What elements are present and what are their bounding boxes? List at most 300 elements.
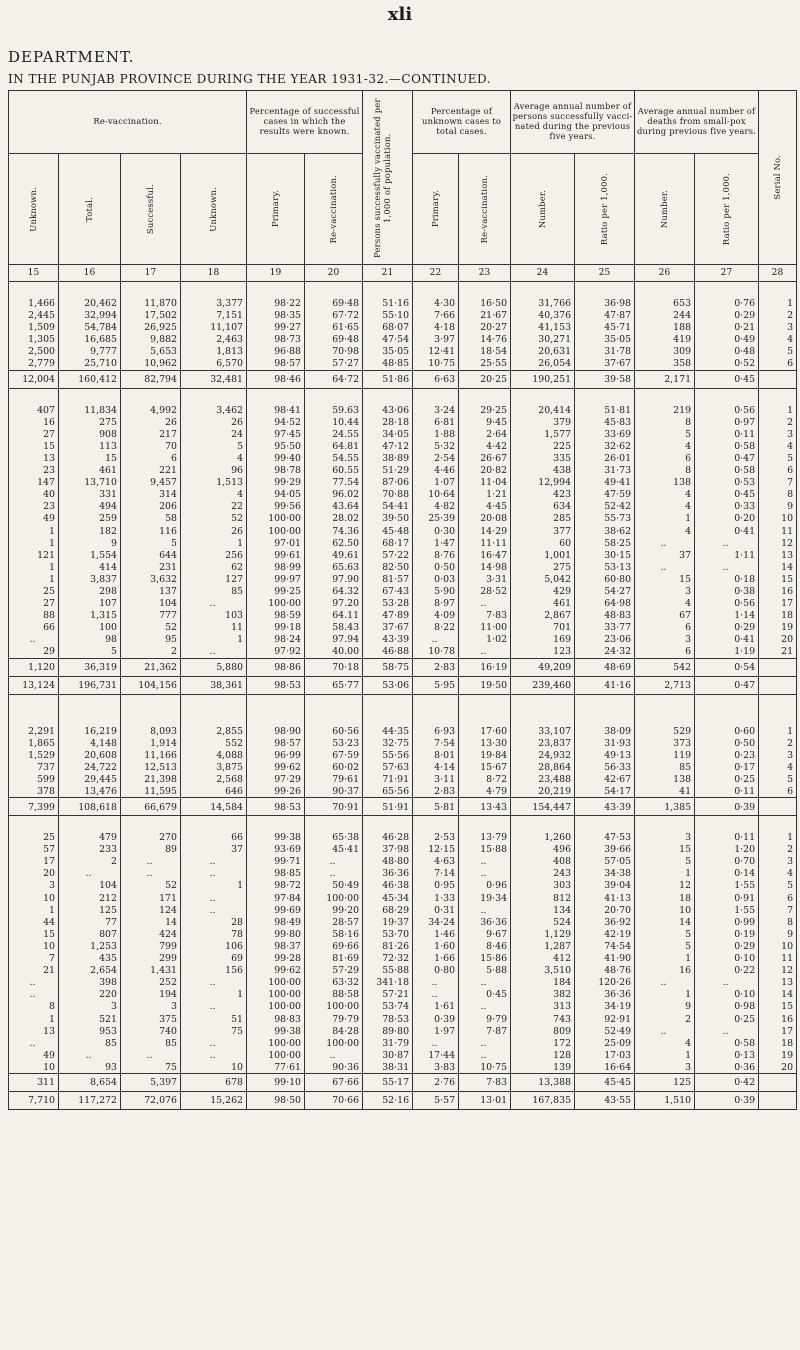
table-cell: 13,476 bbox=[59, 785, 121, 798]
table-cell: .. bbox=[9, 633, 59, 645]
table-cell: 11·11 bbox=[459, 537, 511, 549]
table-cell: 58·16 bbox=[305, 928, 363, 940]
table-cell: 4·46 bbox=[413, 464, 459, 476]
spacer-cell bbox=[575, 388, 635, 404]
table-cell: 28·57 bbox=[305, 916, 363, 928]
table-cell: 90·36 bbox=[305, 1061, 363, 1074]
table-cell: 4·79 bbox=[459, 785, 511, 798]
table-cell: 1 bbox=[635, 1049, 695, 1061]
table-cell: 52·49 bbox=[575, 1025, 635, 1037]
table-cell: .. bbox=[413, 1037, 459, 1049]
table-cell: 0·52 bbox=[695, 357, 759, 370]
table-cell: 5,397 bbox=[121, 1073, 181, 1091]
table-cell: 32,481 bbox=[181, 370, 247, 388]
table-cell: 24,722 bbox=[59, 761, 121, 773]
table-cell: 79·61 bbox=[305, 773, 363, 785]
table-cell: 99·61 bbox=[247, 549, 305, 561]
table-cell: 53·74 bbox=[363, 1000, 413, 1012]
table-cell: 77 bbox=[59, 916, 121, 928]
table-cell: 424 bbox=[121, 928, 181, 940]
table-cell: 358 bbox=[635, 357, 695, 370]
table-cell: 2,568 bbox=[181, 773, 247, 785]
spacer-cell bbox=[59, 282, 121, 298]
table-row bbox=[9, 1025, 797, 1037]
table-cell: 43.64 bbox=[305, 500, 363, 512]
table-cell: 0·29 bbox=[695, 309, 759, 321]
table-cell: 2 bbox=[759, 309, 797, 321]
table-cell: .. bbox=[305, 867, 363, 879]
table-cell: 36·36 bbox=[363, 867, 413, 879]
table-cell: 65.63 bbox=[305, 561, 363, 573]
spacer-cell bbox=[121, 282, 181, 298]
table-cell: 100 bbox=[59, 621, 121, 633]
table-cell: 97·01 bbox=[247, 537, 305, 549]
table-cell: 54·27 bbox=[575, 585, 635, 597]
table-cell: 99·10 bbox=[247, 1073, 305, 1091]
column-number: 23 bbox=[459, 265, 511, 282]
table-cell: 79·79 bbox=[305, 1013, 363, 1025]
table-cell: 54.55 bbox=[305, 452, 363, 464]
table-cell: 4·82 bbox=[413, 500, 459, 512]
table-cell: 0·11 bbox=[695, 428, 759, 440]
table-row bbox=[9, 633, 797, 645]
table-row bbox=[9, 609, 797, 621]
table-cell: 5 bbox=[635, 928, 695, 940]
table-cell: 96 bbox=[181, 464, 247, 476]
table-cell: 66 bbox=[181, 831, 247, 843]
table-cell: .. bbox=[181, 867, 247, 879]
table-cell: 49 bbox=[9, 512, 59, 524]
table-cell: 28.02 bbox=[305, 512, 363, 524]
table-cell: 5 bbox=[759, 773, 797, 785]
table-cell: 47·12 bbox=[363, 440, 413, 452]
table-row bbox=[9, 904, 797, 916]
table-cell: 21 bbox=[759, 645, 797, 658]
table-row bbox=[9, 645, 797, 658]
table-cell: 36·98 bbox=[575, 297, 635, 309]
table-cell: 99·20 bbox=[305, 904, 363, 916]
table-cell: 1,510 bbox=[635, 1091, 695, 1109]
table-cell: 12,994 bbox=[511, 476, 575, 488]
table-cell: 99·80 bbox=[247, 928, 305, 940]
table-row bbox=[9, 321, 797, 333]
table-cell: 49,209 bbox=[511, 658, 575, 676]
table-cell: 49 bbox=[9, 1049, 59, 1061]
table-cell: 407 bbox=[9, 404, 59, 416]
table-cell: 678 bbox=[181, 1073, 247, 1091]
table-cell: 5·90 bbox=[413, 585, 459, 597]
table-cell: 68·29 bbox=[363, 904, 413, 916]
table-cell: 4 bbox=[181, 488, 247, 500]
table-cell: 4·63 bbox=[413, 855, 459, 867]
table-cell: 3 bbox=[759, 855, 797, 867]
table-cell: 81·69 bbox=[305, 952, 363, 964]
table-cell: 8·72 bbox=[459, 773, 511, 785]
table-cell: 55·88 bbox=[363, 964, 413, 976]
spacer-cell bbox=[759, 816, 797, 832]
table-cell: 97·84 bbox=[247, 892, 305, 904]
table-cell: 20 bbox=[759, 1061, 797, 1074]
table-cell: 1,513 bbox=[181, 476, 247, 488]
table-cell: 13,388 bbox=[511, 1073, 575, 1091]
table-cell: 10 bbox=[759, 512, 797, 524]
spacer-cell bbox=[363, 710, 413, 725]
table-cell: 0·30 bbox=[413, 525, 459, 537]
table-cell: 7 bbox=[759, 904, 797, 916]
table-cell: 0·42 bbox=[695, 1073, 759, 1091]
table-cell: .. bbox=[413, 633, 459, 645]
table-cell: 494 bbox=[59, 500, 121, 512]
table-cell: 0·45 bbox=[695, 370, 759, 388]
table-cell: 85 bbox=[635, 761, 695, 773]
table-cell: 147 bbox=[9, 476, 59, 488]
header-number-deaths: Number. bbox=[635, 154, 695, 265]
table-cell: 5 bbox=[121, 537, 181, 549]
table-cell: 10 bbox=[759, 940, 797, 952]
table-cell: 55·10 bbox=[363, 309, 413, 321]
header-ratio-deaths: Ratio per 1,000. bbox=[695, 154, 759, 265]
table-cell: .. bbox=[635, 976, 695, 988]
table-cell: 9 bbox=[635, 1000, 695, 1012]
table-cell: 1 bbox=[759, 404, 797, 416]
table-cell: 31·79 bbox=[363, 1037, 413, 1049]
table-cell: 167,835 bbox=[511, 1091, 575, 1109]
table-cell: 3·11 bbox=[413, 773, 459, 785]
table-cell: 5·88 bbox=[459, 964, 511, 976]
table-cell: 13·43 bbox=[459, 798, 511, 816]
table-cell: 34·38 bbox=[575, 867, 635, 879]
table-cell: 25 bbox=[9, 831, 59, 843]
table-cell: 2 bbox=[759, 737, 797, 749]
table-cell: 13 bbox=[759, 549, 797, 561]
table-cell: 11 bbox=[759, 525, 797, 537]
table-row bbox=[9, 333, 797, 345]
table-cell: 96·99 bbox=[247, 749, 305, 761]
table-cell: 13,124 bbox=[9, 676, 59, 694]
table-cell: .. bbox=[181, 904, 247, 916]
table-cell: 81·26 bbox=[363, 940, 413, 952]
table-cell: 30·15 bbox=[575, 549, 635, 561]
table-cell: 1,865 bbox=[9, 737, 59, 749]
table-cell: 98·24 bbox=[247, 633, 305, 645]
table-cell: 70·88 bbox=[363, 488, 413, 500]
table-cell: 97·45 bbox=[247, 428, 305, 440]
table-cell: 16·19 bbox=[459, 658, 511, 676]
department-heading: DEPARTMENT. bbox=[8, 48, 135, 66]
table-cell: 13·79 bbox=[459, 831, 511, 843]
table-cell: 31,766 bbox=[511, 297, 575, 309]
table-cell: 57 bbox=[9, 843, 59, 855]
table-cell: 1,813 bbox=[181, 345, 247, 357]
table-cell: 53·13 bbox=[575, 561, 635, 573]
table-cell: 26·67 bbox=[459, 452, 511, 464]
table-cell: 64·72 bbox=[305, 370, 363, 388]
table-cell: 38·89 bbox=[363, 452, 413, 464]
table-cell: 6·81 bbox=[413, 416, 459, 428]
table-cell: 96·88 bbox=[247, 345, 305, 357]
table-cell: 1·88 bbox=[413, 428, 459, 440]
table-cell: 98·53 bbox=[247, 798, 305, 816]
table-cell: 0·36 bbox=[695, 1061, 759, 1074]
table-cell: 35·05 bbox=[575, 333, 635, 345]
spacer-cell bbox=[695, 694, 759, 710]
spacer-cell bbox=[759, 710, 797, 725]
table-cell: 49·41 bbox=[575, 476, 635, 488]
table-cell: 28·18 bbox=[363, 416, 413, 428]
table-row bbox=[9, 1037, 797, 1049]
table-cell: 98·57 bbox=[247, 737, 305, 749]
table-cell: 0·56 bbox=[695, 597, 759, 609]
table-cell: 31·73 bbox=[575, 464, 635, 476]
table-cell: 212 bbox=[59, 892, 121, 904]
table-cell: 11,595 bbox=[121, 785, 181, 798]
total-row bbox=[9, 676, 797, 694]
table-cell: 68·07 bbox=[363, 321, 413, 333]
table-cell bbox=[759, 370, 797, 388]
table-cell: 107 bbox=[59, 597, 121, 609]
table-cell: 4 bbox=[759, 440, 797, 452]
table-cell: 98·59 bbox=[247, 609, 305, 621]
table-cell: 1 bbox=[181, 537, 247, 549]
table-cell: 0·54 bbox=[695, 658, 759, 676]
table-row bbox=[9, 761, 797, 773]
table-cell: 138 bbox=[635, 773, 695, 785]
table-cell: 47·54 bbox=[363, 333, 413, 345]
table-cell: 0·10 bbox=[695, 952, 759, 964]
table-cell: 225 bbox=[511, 440, 575, 452]
table-cell: 34·05 bbox=[363, 428, 413, 440]
table-cell: 98·50 bbox=[247, 1091, 305, 1109]
table-cell: 58.43 bbox=[305, 621, 363, 633]
table-cell: 43·39 bbox=[575, 798, 635, 816]
table-cell: 0·22 bbox=[695, 964, 759, 976]
table-cell: 64.32 bbox=[305, 585, 363, 597]
table-cell: 1·14 bbox=[695, 609, 759, 621]
group-header-success-percentage: Percentage of successful cases in which the results were known. bbox=[247, 91, 363, 154]
table-cell: 809 bbox=[511, 1025, 575, 1037]
table-cell: 68·17 bbox=[363, 537, 413, 549]
spacer-cell bbox=[247, 388, 305, 404]
table-cell: 8 bbox=[759, 916, 797, 928]
table-cell: 10·64 bbox=[413, 488, 459, 500]
table-cell: 206 bbox=[121, 500, 181, 512]
table-cell: 16 bbox=[759, 585, 797, 597]
table-cell: 10·75 bbox=[413, 357, 459, 370]
table-cell: 67·43 bbox=[363, 585, 413, 597]
table-cell: 408 bbox=[511, 855, 575, 867]
spacer-cell bbox=[181, 694, 247, 710]
table-row bbox=[9, 525, 797, 537]
table-cell: 5 bbox=[635, 855, 695, 867]
table-cell: 259 bbox=[59, 512, 121, 524]
table-cell: 51 bbox=[181, 1013, 247, 1025]
table-row bbox=[9, 512, 797, 524]
table-cell: 36·36 bbox=[575, 988, 635, 1000]
table-cell: 7·87 bbox=[459, 1025, 511, 1037]
table-cell: 17·03 bbox=[575, 1049, 635, 1061]
column-number: 20 bbox=[305, 265, 363, 282]
table-cell: 99·26 bbox=[247, 785, 305, 798]
table-cell: 65·77 bbox=[305, 676, 363, 694]
table-cell: 26 bbox=[181, 416, 247, 428]
table-cell: 124 bbox=[121, 904, 181, 916]
table-cell: 10·78 bbox=[413, 645, 459, 658]
table-cell: 99·97 bbox=[247, 573, 305, 585]
table-cell: 32·62 bbox=[575, 440, 635, 452]
table-row bbox=[9, 737, 797, 749]
table-cell: 55·73 bbox=[575, 512, 635, 524]
table-cell: 0·23 bbox=[695, 749, 759, 761]
table-cell: .. bbox=[459, 855, 511, 867]
table-cell: 1 bbox=[635, 988, 695, 1000]
table-cell: 92·91 bbox=[575, 1013, 635, 1025]
table-cell: 4,992 bbox=[121, 404, 181, 416]
table-cell: 20 bbox=[9, 867, 59, 879]
spacer-cell bbox=[511, 388, 575, 404]
total-row bbox=[9, 1091, 797, 1109]
table-cell: 39·50 bbox=[363, 512, 413, 524]
table-cell: 88·58 bbox=[305, 988, 363, 1000]
table-cell: 14·29 bbox=[459, 525, 511, 537]
table-cell: 70 bbox=[121, 440, 181, 452]
table-cell: 95 bbox=[121, 633, 181, 645]
table-cell: 1,001 bbox=[511, 549, 575, 561]
table-cell: 61·65 bbox=[305, 321, 363, 333]
table-cell: 78 bbox=[181, 928, 247, 940]
table-cell: 2,713 bbox=[635, 676, 695, 694]
table-cell: 0·50 bbox=[695, 737, 759, 749]
column-number: 26 bbox=[635, 265, 695, 282]
table-cell: 100·00 bbox=[305, 1037, 363, 1049]
table-cell: 0·45 bbox=[695, 488, 759, 500]
table-cell: 57·21 bbox=[363, 988, 413, 1000]
table-cell: 11 bbox=[759, 952, 797, 964]
table-cell: 117,272 bbox=[59, 1091, 121, 1109]
table-cell: 3·24 bbox=[413, 404, 459, 416]
spacer-row bbox=[9, 816, 797, 832]
table-cell: 3·97 bbox=[413, 333, 459, 345]
table-cell: 270 bbox=[121, 831, 181, 843]
table-cell: 4 bbox=[759, 761, 797, 773]
table-cell: 44 bbox=[9, 916, 59, 928]
table-cell: 41,153 bbox=[511, 321, 575, 333]
table-cell: 99·27 bbox=[247, 321, 305, 333]
table-cell: 46·28 bbox=[363, 831, 413, 843]
table-cell: 47·87 bbox=[575, 309, 635, 321]
table-cell: .. bbox=[695, 1025, 759, 1037]
spacer-cell bbox=[695, 388, 759, 404]
table-cell: 7·54 bbox=[413, 737, 459, 749]
spacer-cell bbox=[511, 282, 575, 298]
table-cell: .. bbox=[121, 867, 181, 879]
table-cell: 1,305 bbox=[9, 333, 59, 345]
table-cell: 298 bbox=[59, 585, 121, 597]
table-cell: 57·63 bbox=[363, 761, 413, 773]
table-cell: 11,166 bbox=[121, 749, 181, 761]
table-cell: 60·02 bbox=[305, 761, 363, 773]
table-cell: 5·81 bbox=[413, 798, 459, 816]
table-cell: 0·60 bbox=[695, 725, 759, 737]
spacer-cell bbox=[575, 282, 635, 298]
table-cell: 331 bbox=[59, 488, 121, 500]
table-cell: 5 bbox=[59, 645, 121, 658]
table-cell: .. bbox=[9, 988, 59, 1000]
table-row bbox=[9, 549, 797, 561]
table-cell: 41·13 bbox=[575, 892, 635, 904]
table-cell: 121 bbox=[9, 549, 59, 561]
table-cell: 20·27 bbox=[459, 321, 511, 333]
spacer-cell bbox=[247, 816, 305, 832]
spacer-cell bbox=[635, 694, 695, 710]
table-cell: 21,398 bbox=[121, 773, 181, 785]
spacer-cell bbox=[413, 694, 459, 710]
table-cell: 60·56 bbox=[305, 725, 363, 737]
table-cell: 6,570 bbox=[181, 357, 247, 370]
table-cell: 9·79 bbox=[459, 1013, 511, 1025]
header-primary-unknown: Primary. bbox=[413, 154, 459, 265]
table-cell: 2,445 bbox=[9, 309, 59, 321]
header-revaccination-success: Re-vaccination. bbox=[305, 154, 363, 265]
table-cell: 25·55 bbox=[459, 357, 511, 370]
table-cell: 36·36 bbox=[459, 916, 511, 928]
table-cell: 1·19 bbox=[695, 645, 759, 658]
table-cell: 0·76 bbox=[695, 297, 759, 309]
table-cell: 20,462 bbox=[59, 297, 121, 309]
spacer-cell bbox=[363, 816, 413, 832]
column-number: 19 bbox=[247, 265, 305, 282]
table-cell: 438 bbox=[511, 464, 575, 476]
table-cell: 45·45 bbox=[575, 1073, 635, 1091]
table-cell: 20,631 bbox=[511, 345, 575, 357]
table-cell: 100·00 bbox=[247, 988, 305, 1000]
table-cell: 479 bbox=[59, 831, 121, 843]
table-cell: 43·39 bbox=[363, 633, 413, 645]
table-cell: 27 bbox=[9, 597, 59, 609]
table-cell: 5 bbox=[635, 940, 695, 952]
column-number: 21 bbox=[363, 265, 413, 282]
table-cell: 341·18 bbox=[363, 976, 413, 988]
spacer-cell bbox=[59, 694, 121, 710]
table-cell: .. bbox=[459, 1049, 511, 1061]
table-cell: 98·37 bbox=[247, 940, 305, 952]
table-cell: 69·48 bbox=[305, 297, 363, 309]
table-cell: 4 bbox=[635, 597, 695, 609]
table-cell: 1 bbox=[181, 988, 247, 1000]
table-cell: 2 bbox=[635, 1013, 695, 1025]
table-cell: 256 bbox=[181, 549, 247, 561]
table-cell: 4·45 bbox=[459, 500, 511, 512]
table-cell: 20,608 bbox=[59, 749, 121, 761]
table-cell: 12·41 bbox=[413, 345, 459, 357]
table-cell: 36,319 bbox=[59, 658, 121, 676]
table-cell: 29 bbox=[9, 645, 59, 658]
table-cell: 17 bbox=[759, 597, 797, 609]
table-cell: 51·16 bbox=[363, 297, 413, 309]
table-cell: 1,466 bbox=[9, 297, 59, 309]
table-cell: 0·10 bbox=[695, 988, 759, 1000]
table-cell: 634 bbox=[511, 500, 575, 512]
table-row bbox=[9, 892, 797, 904]
table-cell: 98·73 bbox=[247, 333, 305, 345]
table-cell: 9 bbox=[759, 928, 797, 940]
table-row bbox=[9, 916, 797, 928]
table-cell: 50·49 bbox=[305, 879, 363, 891]
spacer-cell bbox=[511, 694, 575, 710]
table-cell: 15·88 bbox=[459, 843, 511, 855]
vaccination-statistics-table bbox=[8, 90, 797, 1110]
table-cell: 38·62 bbox=[575, 525, 635, 537]
table-cell: 3 bbox=[635, 585, 695, 597]
